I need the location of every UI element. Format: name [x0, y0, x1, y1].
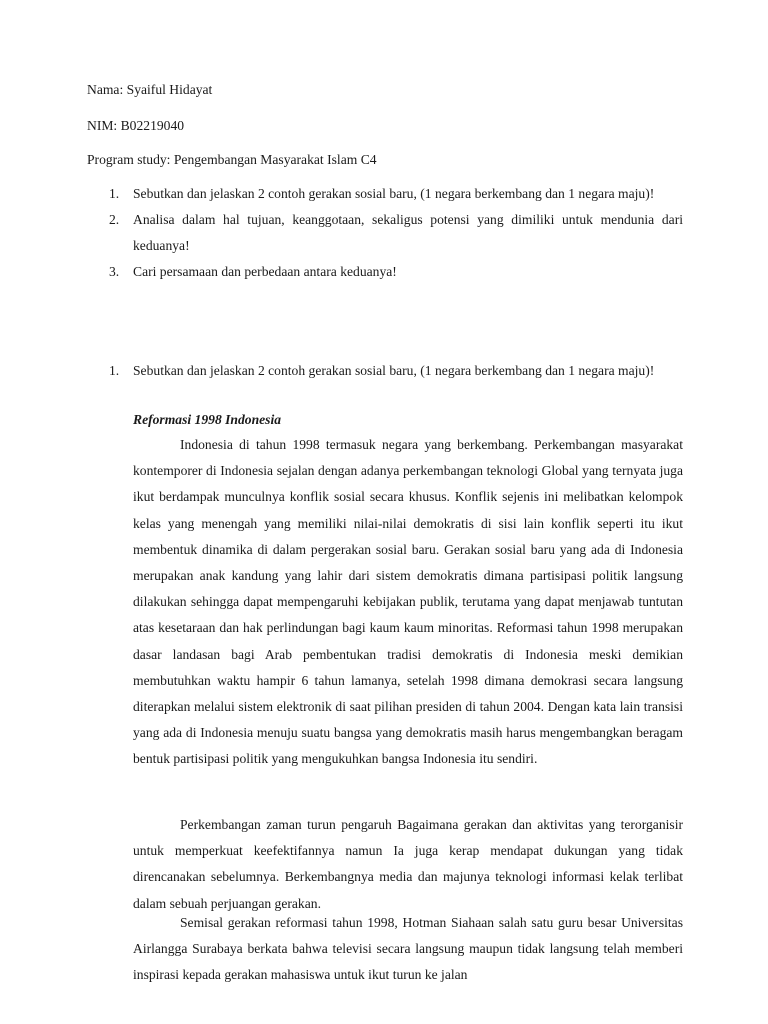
question-item — [87, 181, 683, 207]
study-program: Program study: Pengembangan Masyarakat Islam C4 — [87, 152, 377, 167]
student-name: Nama: Syaiful Hidayat — [87, 82, 213, 97]
question-text: Sebutkan dan jelaskan 2 contoh gerakan sosial baru, (1 negara berkembang dan 1 negara maju)! — [133, 186, 655, 201]
question-list — [87, 181, 683, 285]
student-nim: NIM: B02219040 — [87, 118, 185, 133]
question-item — [87, 259, 683, 285]
answer-paragraph: Indonesia di tahun 1998 termasuk negara yang berkembang. Perkembangan masyarakat kontemporer di Indonesia sejalan dengan adanya perkembangan teknologi Global yang ternyata juga ikut berdampak munculnya konflik sosial secara khusus. Konflik sejenis ini melibatkan kelompok kelas yang menengah yang memiliki nilai-nilai demokratis di sisi lain konflik seperti itu ikut membentuk dinamika di dalam pergerakan sosial baru. Gerakan sosial baru yang ada di Indonesia merupakan anak kandung yang lahir dari sistem demokratis dimana partisipasi politik langsung dilakukan sehingga dapat mempengaruhi kebijakan publik, terutama yang dapat menjawab tuntutan atas kesetaraan dan hak perlindungan bagi kaum kaum minoritas. Reformasi tahun 1998 merupakan dasar landasan bagi Arab pembentukan tradisi demokratis di Indonesia meski demikian membutuhkan waktu hampir 6 tahun lamanya, setelah 1998 dimana demokrasi secara langsung diterapkan melalui sistem elektronik di saat pilihan presiden di tahun 2004. Dengan kata lain transisi yang ada di Indonesia menuju suatu bangsa yang demokratis masih harus mengembangkan beragam bentuk partisipasi politik yang mengukuhkan bangsa Indonesia itu sendiri. — [133, 437, 683, 767]
question-text: Analisa dalam hal tujuan, keanggotaan, sekaligus potensi yang dimiliki untuk mendunia dari keduanya! — [133, 212, 683, 253]
answer-question-item — [87, 358, 683, 384]
answer-question-text: Sebutkan dan jelaskan 2 contoh gerakan sosial baru, (1 negara berkembang dan 1 negara maju)! — [133, 363, 655, 378]
answer-paragraph: Semisal gerakan reformasi tahun 1998, Hotman Siahaan salah satu guru besar Universitas Airlangga Surabaya berkata bahwa televisi secara langsung maupun tidak langsung telah memberi inspirasi kepada gerakan mahasiswa untuk ikut turun ke jalan — [133, 915, 683, 983]
answer-paragraph: Perkembangan zaman turun pengaruh Bagaimana gerakan dan aktivitas yang terorganisir untuk memperkuat keefektifannya namun Ia juga kerap mendapat dukungan yang tidak direncanakan sebelumnya. Berkembangnya media dan majunya teknologi informasi kelak terlibat dalam sebuah perjuangan gerakan. — [133, 817, 683, 911]
question-text: Cari persamaan dan perbedaan antara keduanya! — [133, 264, 397, 279]
question-number: 1. — [109, 186, 120, 201]
question-number: 3. — [109, 264, 120, 279]
question-number: 2. — [109, 212, 120, 227]
answer-list — [87, 358, 683, 384]
answer-subheading: Reformasi 1998 Indonesia — [133, 412, 282, 427]
answer-number: 1. — [109, 363, 120, 378]
question-item — [87, 207, 683, 259]
